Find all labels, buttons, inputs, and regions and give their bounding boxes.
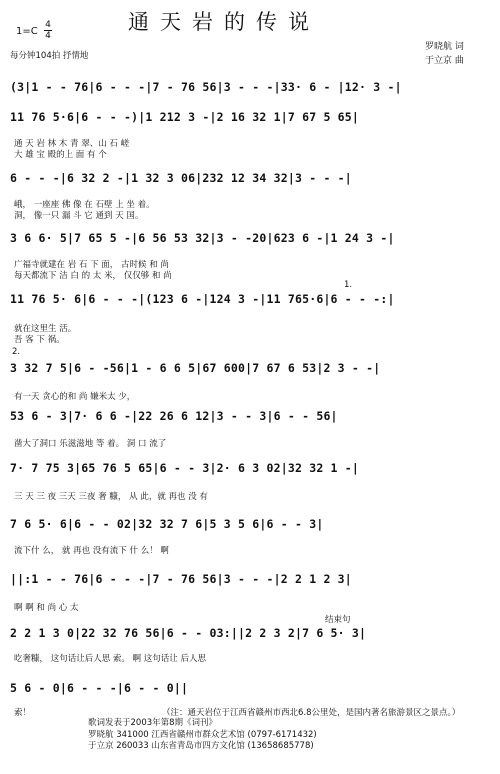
song-credits — [425, 40, 464, 68]
lyric-line: 啊 啊 和 尚 心 太 — [14, 603, 79, 613]
key-signature: 1=C — [16, 26, 38, 37]
volta-second-ending: 2. — [12, 347, 21, 357]
lyric-line: 索！ — [14, 708, 32, 718]
song-title: 通天岩的传说 — [128, 10, 320, 34]
annotation-note: （注：通天岩位于江西省赣州市西北6.8公里处，是国内著名旅游景区之景点。） — [162, 708, 461, 718]
footer-line: 歌词发表于2003年第8期《词刊》 — [88, 718, 218, 728]
lyric-line: 吾 客 下 祸。 — [14, 335, 65, 345]
notation-line: ||:1 - - 76|6 - - -|7 - 76 56|3 - - -|2 2 1 2 3| — [10, 572, 352, 586]
lyric-line: 有一天 贪心的和 尚 嫌米太 少， — [14, 392, 136, 402]
notation-line: 3 32 7 5|6 - -56|1 - 6 6 5|67 600|7 67 6 53|2 3 - -| — [10, 361, 381, 375]
notation-line: 11 76 5· 6|6 - - -|(123 6 -|124 3 -|11 765·6|6 - - -:| — [10, 292, 395, 306]
lyric-line: 广福寺就建在 岩 石 下 面， 古时候 和 尚 — [14, 260, 169, 270]
volta-first-ending: 1. — [344, 280, 353, 290]
lyric-line: 通 天 岩 林 木 青 翠、山 石 嵯 — [14, 139, 130, 149]
lyric-line: 大 雄 宝 殿的上 面 有 个 — [14, 150, 107, 160]
time-signature-top: 4 — [45, 20, 51, 30]
lyric-line: 三 天 三 夜 三天 三夜 奢 糠， 从 此，就 再也 没 有 — [14, 492, 208, 502]
notation-line: 7 6 5· 6|6 - - 02|32 32 7 6|5 3 5 6|6 - - 3| — [10, 517, 324, 531]
lyricist-credit: 罗晓航 词 — [425, 42, 464, 52]
lyric-line: 就在这里生 活。 — [14, 324, 77, 334]
time-signature-bottom: 4 — [45, 31, 51, 41]
notation-line: 3 6 6· 5|7 65 5 -|6 56 53 32|3 - -20|623 6 -|1 24 3 -| — [10, 231, 395, 245]
composer-credit: 于立京 曲 — [425, 56, 464, 66]
notation-line: 7· 7 75 3|65 76 5 65|6 - - 3|2· 6 3 02|32 32 1 -| — [10, 461, 360, 475]
notation-line: 6 - - -|6 32 2 -|1 32 3 06|232 12 34 32|3 - - -| — [10, 171, 352, 185]
notation-line: 53 6 - 3|7· 6 6 -|22 26 6 12|3 - - 3|6 - - 56| — [10, 409, 338, 423]
lyric-line: 吃奢糠， 这句话让后人思 索。 啊 这句话让 后人思 — [14, 654, 207, 664]
notation-line: 5 6 - 0|6 - - -|6 - - 0|| — [10, 681, 189, 695]
lyric-line: 洞， 像一只 漏 斗 它 通到 天 国。 — [14, 211, 144, 221]
lyric-line: 每天都流下 洁 白 的 太 米， 仅仅够 和 尚 — [14, 271, 172, 281]
lyric-line: 峨， 一座座 佛 像 在 石壁 上 坐 着。 — [14, 200, 155, 210]
notation-line: 11 76 5·6|6 - - -)|1 212 3 -|2 16 32 1|7 67 5 65| — [10, 110, 360, 124]
notation-line: (3|1 - - 76|6 - - -|7 - 76 56|3 - - -|33· 6 - |12· 3 -| — [10, 80, 402, 94]
time-signature — [44, 20, 52, 41]
publication-footer — [88, 718, 317, 753]
notation-line: 2 2 1 3 0|22 32 76 56|6 - - 03:||2 2 3 2|7 6 5· 3| — [10, 626, 367, 640]
lyric-line: 流下什 么， 就 再也 没有流下 什 么！ 啊 — [14, 546, 169, 556]
footer-line: 罗晓航 341000 江西省赣州市群众艺术馆 (0797-6171432) — [88, 729, 317, 740]
lyric-line: 凿大了洞口 乐滋滋地 等 着。 洞 口 流了 — [14, 439, 167, 449]
ending-label: 结束句 — [325, 615, 351, 625]
tempo-marking: 每分钟104拍 抒情地 — [10, 51, 89, 61]
footer-line: 于立京 260033 山东省青岛市四方文化馆 (13658685778) — [88, 741, 314, 751]
